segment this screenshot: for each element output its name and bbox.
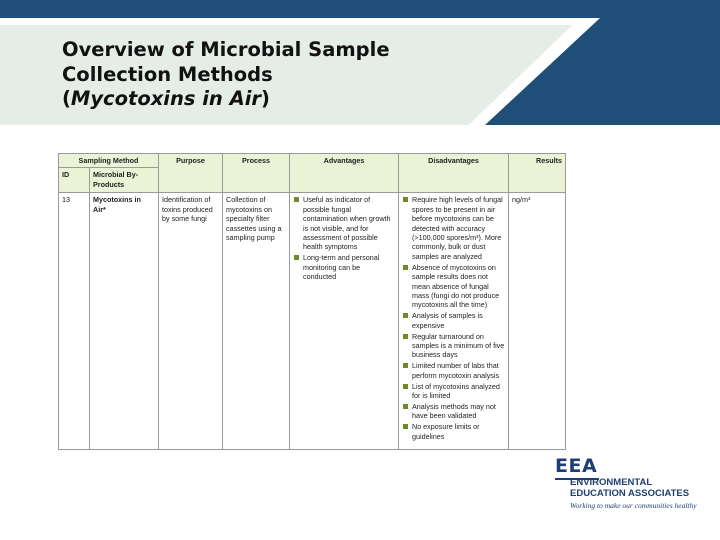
slide-title	[62, 38, 582, 112]
list-item: Require high levels of fungal spores to be present in air before mycotoxins can be detected with accuracy (>100,000 spores/m³). More commonly, bulk or dust samples are analyzed	[402, 195, 505, 261]
title-line-3	[62, 87, 582, 112]
header-sampling-method: Sampling Method	[59, 154, 159, 168]
header-purpose: Purpose	[159, 154, 223, 193]
logo-name-line1: ENVIRONMENTAL	[570, 477, 653, 488]
logo-tagline: Working to make our communities healthy	[570, 501, 697, 510]
header-process: Process	[223, 154, 290, 193]
methods-table	[58, 153, 566, 450]
logo-name	[570, 477, 689, 499]
list-item: Analysis of samples is expensive	[402, 311, 505, 330]
advantages-list	[293, 195, 395, 281]
list-item: List of mycotoxins analyzed for is limited	[402, 382, 505, 401]
logo-mark: EEA	[555, 455, 598, 477]
title-line-1: Overview of Microbial Sample	[62, 38, 390, 61]
cell-disadvantages	[399, 193, 509, 450]
cell-id: 13	[59, 193, 90, 450]
list-item: No exposure limits or guidelines	[402, 422, 505, 441]
title-line-2: Collection Methods	[62, 62, 273, 86]
header-byproducts: Microbial By-Products	[90, 168, 159, 193]
list-item: Limited number of labs that perform mycotoxin analysis	[402, 361, 505, 380]
cell-process: Collection of mycotoxins on specialty filter cassettes using a sampling pump	[223, 193, 290, 450]
header-advantages: Advantages	[290, 154, 399, 193]
cell-method: Mycotoxins in Air*	[90, 193, 159, 450]
logo-name-line2: EDUCATION ASSOCIATES	[570, 488, 690, 499]
cell-results: ng/m³	[509, 193, 566, 450]
header-results: Results	[509, 154, 566, 193]
header-disadvantages: Disadvantages	[399, 154, 509, 193]
disadvantages-list	[402, 195, 505, 441]
list-item: Analysis methods may not have been validated	[402, 402, 505, 421]
list-item: Regular turnaround on samples is a minimum of five business days	[402, 332, 505, 360]
header-id: ID	[59, 168, 90, 193]
list-item: Useful as indicator of possible fungal contamination when growth is not visible, and for assessment of possible health symptoms	[293, 195, 395, 251]
header-row	[59, 154, 566, 168]
title-paren-close: )	[261, 87, 270, 110]
eea-logo	[555, 455, 705, 515]
list-item: Long-term and personal monitoring can be conducted	[293, 253, 395, 281]
title-italic: Mycotoxins in Air	[70, 87, 261, 110]
title-paren-open: (	[62, 87, 71, 110]
cell-advantages	[290, 193, 399, 450]
list-item: Absence of mycotoxins on sample results does not mean absence of fungal mass (fungi do not produce mycotoxins all the time)	[402, 263, 505, 310]
cell-purpose: Identification of toxins produced by some fungi	[159, 193, 223, 450]
table-row	[59, 193, 566, 450]
